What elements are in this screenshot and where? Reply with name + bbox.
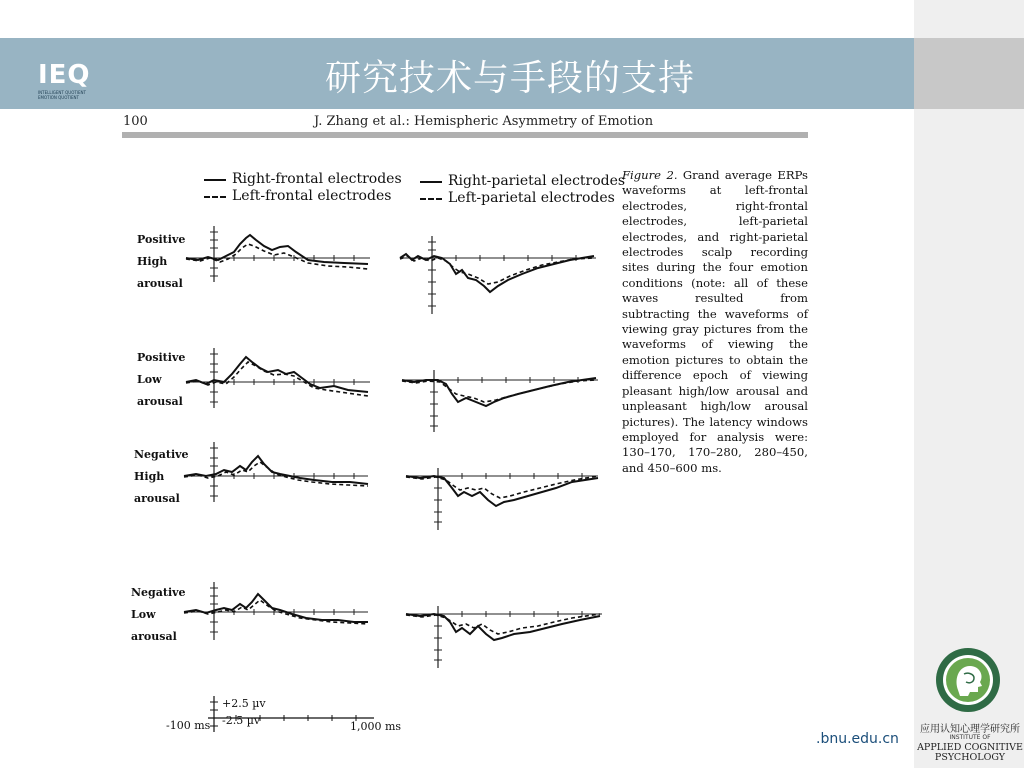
erp-frontal-positive-high — [184, 222, 374, 284]
condition-label-positive-low — [137, 347, 185, 413]
legend-row-left-parietal — [420, 190, 625, 207]
institute-english-line: PSYCHOLOGY — [934, 752, 1006, 763]
footer-url: .bnu.edu.cn — [816, 731, 899, 747]
legend-label: Left-frontal electrodes — [232, 188, 392, 204]
left-frontal-wave — [186, 362, 368, 396]
scale-start-label: -100 ms — [166, 719, 211, 732]
legend-row-right-frontal — [204, 171, 402, 188]
figure-caption — [622, 168, 808, 476]
legend-row-right-parietal — [420, 173, 625, 190]
caption-figure-label: Figure 2. — [622, 168, 678, 182]
axis-ticks — [428, 242, 576, 306]
condition-label-negative-high — [134, 444, 189, 510]
condition-valence: Negative — [131, 586, 186, 599]
condition-arousal-level: High — [137, 255, 168, 268]
header-rule — [122, 132, 808, 138]
erp-parietal-positive-high — [398, 234, 598, 316]
axis-ticks — [210, 354, 354, 402]
axis-ticks — [434, 473, 582, 522]
legend-parietal — [420, 173, 625, 207]
institute-seal-icon — [934, 646, 1002, 714]
ieq-logo-subtitle: INTELLIGENT QUOTIENT EMOTION QUOTIENT — [38, 90, 86, 100]
solid-line-icon — [420, 181, 442, 183]
running-head: J. Zhang et al.: Hemispheric Asymmetry of Emotion — [314, 114, 654, 129]
legend-row-left-frontal — [204, 188, 402, 205]
legend-label: Right-frontal electrodes — [232, 171, 402, 187]
scale-negative-label: -2.5 µv — [222, 714, 261, 727]
condition-arousal-word: arousal — [137, 395, 183, 408]
ieq-logo — [38, 60, 91, 90]
caption-body: Grand average ERPs waveforms at left-frontal electrodes, right-frontal electrodes, left-parietal electrodes, and right-parietal electrodes scalp recording sites during the four emotion conditions (note: all of these waves resulted from subtracting the waveforms of viewing gray pictures from the waveforms of viewing the emotion pictures to obtain the difference epoch of viewing pleasant high/low arousal and unpleasant high/low arousal pictures). The latency windows employed for analysis were: 130–170, 170–280, 280–450, and 450–600 ms. — [622, 168, 809, 475]
right-parietal-wave — [406, 614, 600, 640]
condition-arousal-level: High — [134, 470, 165, 483]
right-frontal-wave — [184, 594, 368, 622]
condition-arousal-word: arousal — [137, 277, 183, 290]
dashed-line-icon — [204, 196, 226, 198]
legend-label: Left-parietal electrodes — [448, 190, 615, 206]
condition-valence: Negative — [134, 448, 189, 461]
left-parietal-wave — [402, 380, 596, 402]
ieq-logo-text: IEQ — [38, 60, 91, 90]
erp-frontal-negative-high — [182, 438, 372, 504]
legend-frontal — [204, 171, 402, 205]
right-parietal-wave — [406, 476, 598, 506]
condition-arousal-level: Low — [131, 608, 156, 621]
institute-chinese-name: 应用认知心理学研究所 — [920, 724, 1020, 735]
institute-english-name — [916, 743, 1024, 763]
slide-title: 研究技术与手段的支持 — [324, 58, 695, 99]
right-frontal-wave — [184, 456, 368, 484]
institute-english-line: APPLIED COGNITIVE — [917, 742, 1023, 753]
condition-valence: Positive — [137, 233, 186, 246]
right-parietal-wave — [400, 254, 594, 292]
condition-label-negative-low — [131, 582, 186, 648]
condition-valence: Positive — [137, 351, 186, 364]
scale-positive-label: +2.5 µv — [222, 697, 266, 710]
page-number: 100 — [123, 114, 148, 129]
dashed-line-icon — [420, 198, 442, 200]
condition-arousal-word: arousal — [131, 630, 177, 643]
scale-end-label: 1,000 ms — [350, 720, 402, 733]
erp-parietal-negative-high — [404, 466, 600, 532]
institute-of-label: INSTITUTE OF — [949, 734, 991, 741]
solid-line-icon — [204, 179, 226, 181]
erp-parietal-positive-low — [400, 368, 600, 434]
erp-parietal-negative-low — [404, 604, 604, 670]
left-parietal-wave — [406, 476, 598, 498]
condition-arousal-level: Low — [137, 373, 162, 386]
erp-frontal-positive-low — [184, 344, 374, 410]
right-title-band — [914, 38, 1024, 109]
left-parietal-wave — [406, 614, 600, 634]
erp-frontal-negative-low — [182, 578, 372, 642]
legend-label: Right-parietal electrodes — [448, 173, 626, 189]
condition-arousal-word: arousal — [134, 492, 180, 505]
condition-label-positive-high — [137, 229, 185, 295]
